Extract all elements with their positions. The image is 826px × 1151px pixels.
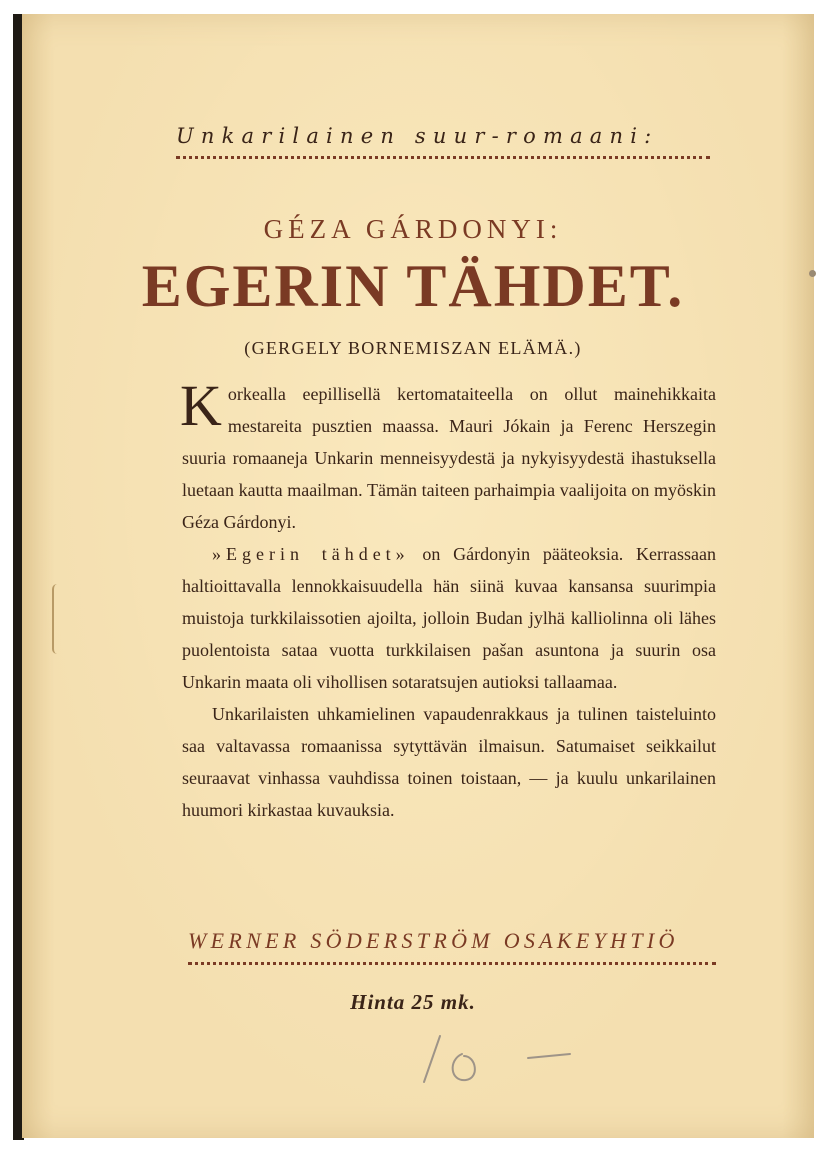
paper-edge-crease bbox=[52, 584, 62, 654]
price-label: Hinta 25 mk. bbox=[350, 990, 476, 1014]
paragraph-1-text: orkealla eepillisellä kertomataiteella on ollut mainehikkaita mestareita pusztien maassa. Mauri Jókain ja Ferenc Herszegin suuria romaaneja Unkarin menneisyydestä ja nykyisyydestä ihastuksella luetaan kautta maailman. Tämän taiteen parhaimpia vaalijoita on myöskin Géza Gárdonyi. bbox=[182, 384, 716, 532]
paragraph-2 bbox=[182, 538, 716, 698]
description-body bbox=[180, 373, 716, 826]
book-title: EGERIN TÄHDET. bbox=[141, 253, 685, 319]
subtitle: Unkarilainen suur-romaani: bbox=[176, 124, 659, 148]
pencil-annotation-icon bbox=[410, 1030, 590, 1090]
paragraph-1 bbox=[180, 373, 716, 538]
top-rule bbox=[176, 156, 710, 159]
paragraph-3: Unkarilaisten uhkamielinen vapaudenrakkaus ja tulinen taisteluinto saa valtavassa romaanissa sytyttävän ilmaisun. Satumaiset seikkailut seuraavat vinhassa vauhdissa toinen toistaan, — ja kuulu unkarilainen huumori kirkastaa kuvauksia. bbox=[182, 704, 716, 820]
bottom-rule bbox=[188, 962, 716, 965]
paragraph-2-text: on Gárdonyin pääteoksia. Kerrassaan haltioittavalla lennokkaisuudella hän siinä kuvaa kansansa suurimpia muistoja turkkilaissotien ajoilta, jolloin Budan jylhä kalliolinna oli lähes puolentoista sataa vuotta turkkilaisen pašan asuntona ja suurin osa Unkarin maata oli vihollisen sotaratsujen autioksi tallaamaa. bbox=[182, 544, 716, 692]
drop-cap: K bbox=[180, 373, 222, 438]
author-name: GÉZA GÁRDONYI: bbox=[263, 214, 563, 244]
section-heading: (GERGELY BORNEMISZAN ELÄMÄ.) bbox=[244, 338, 582, 358]
publisher-name: WERNER SÖDERSTRÖM OSAKEYHTIÖ bbox=[188, 928, 679, 953]
quoted-title: »Egerin tähdet» bbox=[212, 544, 410, 564]
